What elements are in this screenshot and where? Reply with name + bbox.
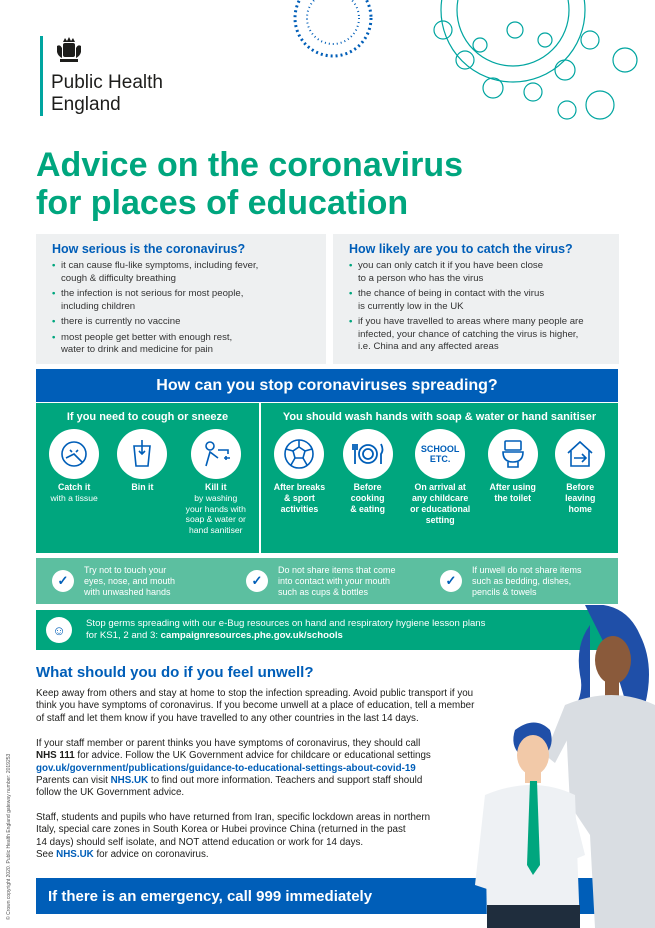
check-icon: ✓ [52,570,74,592]
catch-it-item: Catch it with a tissue [49,429,99,535]
gov-guidance-link[interactable]: gov.uk/government/publications/guidance-to-educational-settings-about-covid-19 [36,762,416,774]
on-arrival-item: SCHOOL ETC. On arrival at any childcare or educational setting [410,429,470,526]
cough-icons [36,429,259,535]
serious-list [52,260,312,357]
before-leaving-item: Before leaving home [555,429,605,526]
unwell-paragraph-3: Staff, students and pupils who have returned from Iran, specific lockdown areas in northern Italy, special care zones in South Korea or Hubei province China (returned in the past 14 days) should self isolate, and NOT attend education or work for 14 days. See NHS.UK for advice on coronavirus. [36,812,431,860]
unwell-paragraph-1: Keep away from others and stay at home to stop the infection spreading. Avoid public transport if you think you have symptoms of coronavirus. If you become unwell at a place of education, tell a member of staff and let them know if you have travelled to any other countries in the last 14 days. [36,688,475,724]
page-title [36,146,463,222]
ebug-line1: Stop germs spreading with our e-Bug resources on hand and respiratory hygiene lesson plans [86,618,486,629]
page-title-line1: Advice on the coronavirus [36,146,463,184]
cough-panel [36,403,259,553]
page-title-line2: for places of education [36,184,409,222]
virus-illustration [215,0,655,120]
football-icon [274,429,324,479]
wash-panel [261,403,618,553]
check-icon: ✓ [246,570,268,592]
people-illustration [475,605,655,928]
royal-crest-icon [54,36,84,66]
list-item: • you can only catch it if you have been close to a person who has the virus [349,260,605,285]
toilet-icon [488,429,538,479]
list-item: • if you have travelled to areas where many people are infected, your chance of catching the virus is higher, i.e. China and any affected areas [349,316,605,354]
school-icon: SCHOOL ETC. [415,429,465,479]
unwell-paragraph-2: If your staff member or parent thinks you have symptoms of coronavirus, they should call NHS 111 for advice. Follow the UK Government advice for childcare or educational settings gov.uk/government/publications/guidance-to-educational-settings-about-covid-19 Parents can visit NHS.UK to find out more information. Teachers and support staff should follow the UK Government advice. [36,738,431,799]
logo-bar [40,36,43,116]
nhs-uk-link[interactable]: NHS.UK [110,774,149,786]
nhs-uk-link[interactable]: NHS.UK [56,848,94,860]
serious-box [36,234,326,364]
stop-spreading-header: How can you stop coronaviruses spreading? [36,369,618,402]
kill-it-item: Kill it by washing your hands with soap & water or hand sanitiser [186,429,246,535]
tip-touch-face: ✓ Try not to touch your eyes, nose, and mouth with unwashed hands [36,565,230,598]
phe-logo [40,36,163,116]
list-item: • most people get better with enough rest, water to drink and medicine for pain [52,332,312,357]
wash-icons [261,429,618,526]
likely-heading: How likely are you to catch the virus? [349,242,573,256]
handwash-icon [191,429,241,479]
plate-cutlery-icon [343,429,393,479]
list-item: • there is currently no vaccine [52,316,312,329]
tip-share-bedding: ✓ If unwell do not share items such as bedding, dishes, pencils & towels [424,565,618,598]
nhs111-text: NHS 111 [36,750,75,762]
check-icon: ✓ [440,570,462,592]
list-item: • the chance of being in contact with the virus is currently low in the UK [349,288,605,313]
likely-list [349,260,605,354]
tips-strip [36,558,618,604]
list-item: • the infection is not serious for most people, including children [52,288,312,313]
org-name [51,72,163,116]
likely-box [333,234,619,364]
bin-icon [117,429,167,479]
ebug-banner: ☺ Stop germs spreading with our e-Bug resources on hand and respiratory hygiene lesson plans for KS1, 2 and 3: campaignresources.phe.gov.uk/schools [36,610,618,650]
copyright-note: © Crown copyright 2020. Public Health England gateway number: 2019253 [6,753,12,920]
cough-heading: If you need to cough or sneeze [66,411,229,423]
emergency-banner: If there is an emergency, call 999 immediately [36,878,618,914]
tip-share-cups: ✓ Do not share items that come into contact with your mouth such as cups & bottles [230,565,424,598]
org-name-line2: England [51,94,121,115]
org-name-line1: Public Health [51,72,163,93]
bin-it-item: Bin it [117,429,167,535]
house-icon [555,429,605,479]
after-breaks-item: After breaks & sport activities [274,429,325,526]
serious-heading: How serious is the coronavirus? [52,242,246,256]
list-item: • it can cause flu-like symptoms, including fever, cough & difficulty breathing [52,260,312,285]
sneeze-tissue-icon [49,429,99,479]
ebug-link[interactable]: campaignresources.phe.gov.uk/schools [160,630,343,641]
after-toilet-item: After using the toilet [488,429,538,526]
before-cooking-item: Before cooking & eating [343,429,393,526]
ebug-logo-icon: ☺ [46,617,72,643]
wash-heading: You should wash hands with soap & water or hand sanitiser [282,411,597,423]
unwell-heading: What should you do if you feel unwell? [36,664,314,681]
